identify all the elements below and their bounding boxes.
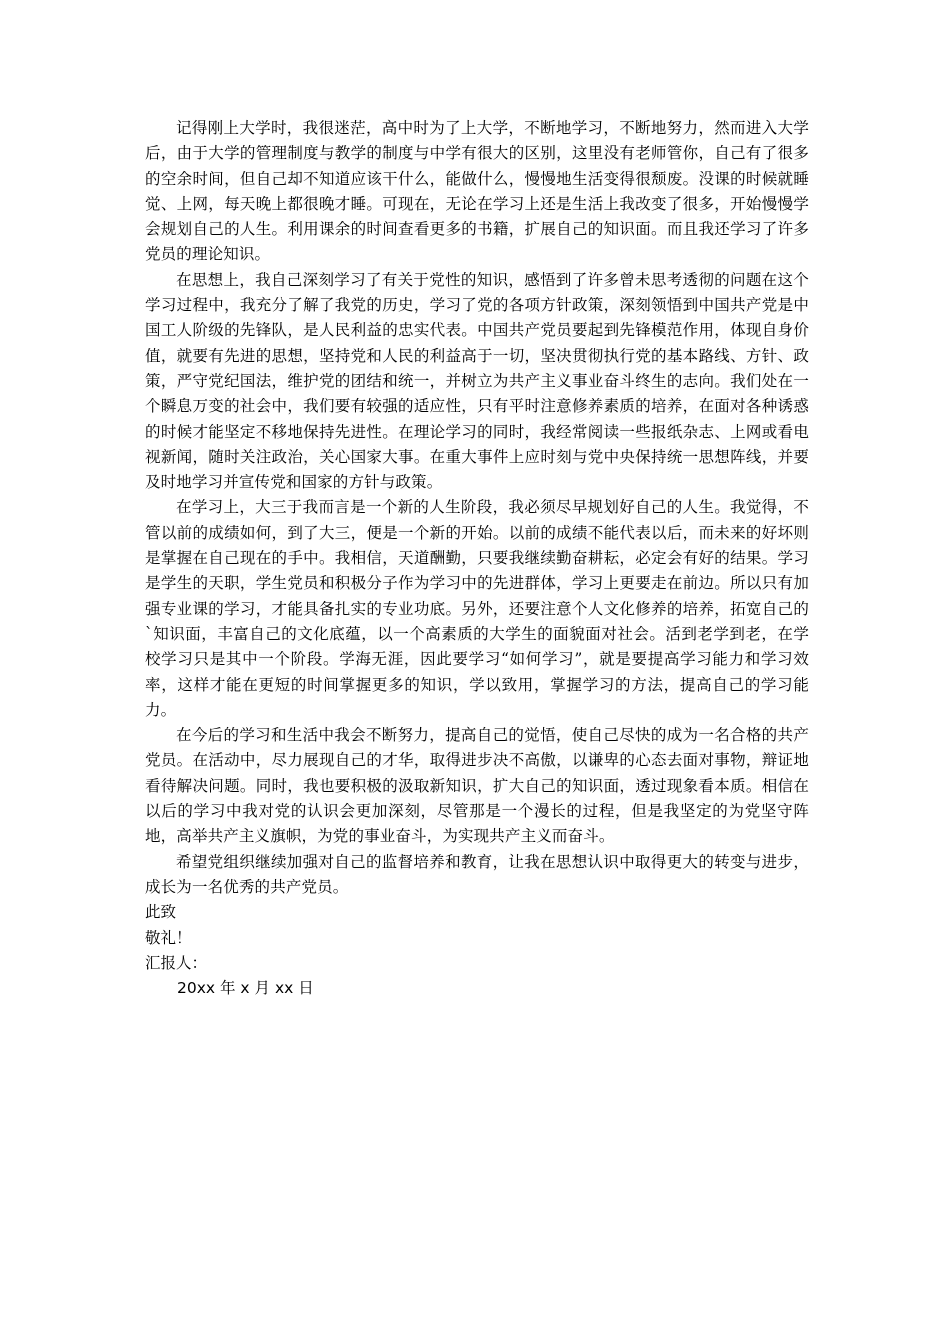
paragraph-future: 在今后的学习和生活中我会不断努力，提高自己的觉悟，使自己尽快的成为一名合格的共产党员。在活动中，尽力展现自己的才华，取得进步决不高傲，以谦卑的心态去面对事物，辩证地看待解决问题。同时，我也要积极的汲取新知识，扩大自己的知识面，透过现象看本质。相信在以后的学习中我对党的认识会更加深刻，尽管那是一个漫长的过程，但是我坚定的为党坚守阵地，高举共产主义旗帜，为党的事业奋斗，为实现共产主义而奋斗。	[145, 726, 809, 846]
closing-salutation-1: 此致	[145, 903, 177, 922]
paragraph-college-start: 记得刚上大学时，我很迷茫，高中时为了上大学，不断地学习，不断地努力，然而进入大学后，由于大学的管理制度与教学的制度与中学有很大的区别，这里没有老师管你，自己有了很多的空余时间，但自己却不知道应该干什么，能做什么，慢慢地生活变得很颓废。没课的时候就睡觉、上网，每天晚上都很晚才睡。可现在，无论在学习上还是生活上我改变了很多，开始慢慢学会规划自己的人生。利用课余的时间查看更多的书籍，扩展自己的知识面。而且我还学习了许多党员的理论知识。	[145, 119, 809, 264]
document-body	[145, 116, 809, 1001]
closing-salutation-2: 敬礼！	[145, 928, 192, 947]
paragraph-ideology: 在思想上，我自己深刻学习了有关于党性的知识，感悟到了许多曾未思考透彻的问题在这个学习过程中，我充分了解了我党的历史，学习了党的各项方针政策，深刻领悟到中国共产党是中国工人阶级的先锋队，是人民利益的忠实代表。中国共产党员要起到先锋模范作用，体现自身价值，就要有先进的思想，坚持党和人民的利益高于一切，坚决贯彻执行党的基本路线、方针、政策，严守党纪国法，维护党的团结和统一，并树立为共产主义事业奋斗终生的志向。我们处在一个瞬息万变的社会中，我们要有较强的适应性，只有平时注意修养素质的培养，在面对各种诱惑的时候才能坚定不移地保持先进性。在理论学习的同时，我经常阅读一些报纸杂志、上网或看电视新闻，随时关注政治，关心国家大事。在重大事件上应时刻与党中央保持统一思想阵线，并要及时地学习并宣传党和国家的方针与政策。	[145, 270, 809, 492]
reporter-label: 汇报人：	[145, 953, 208, 972]
paragraph-hope: 希望党组织继续加强对自己的监督培养和教育，让我在思想认识中取得更大的转变与进步，成长为一名优秀的共产党员。	[145, 852, 809, 896]
report-date: 20xx 年 x 月 xx 日	[177, 979, 314, 998]
paragraph-study: 在学习上，大三于我而言是一个新的人生阶段，我必须尽早规划好自己的人生。我觉得，不管以前的成绩如何，到了大三，便是一个新的开始。以前的成绩不能代表以后，而未来的好坏则是掌握在自己现在的手中。我相信，天道酬勤，只要我继续勤奋耕耘，必定会有好的结果。学习是学生的天职，学生党员和积极分子作为学习中的先进群体，学习上更要走在前边。所以只有加强专业课的学习，才能具备扎实的专业功底。另外，还要注意个人文化修养的培养，拓宽自己的`知识面，丰富自己的文化底蕴，以一个高素质的大学生的面貌面对社会。活到老学到老，在学校学习只是其中一个阶段。学海无涯，因此要学习“如何学习”，就是要提高学习能力和学习效率，这样才能在更短的时间掌握更多的知识，学以致用，掌握学习的方法，提高自己的学习能力。	[145, 498, 809, 719]
